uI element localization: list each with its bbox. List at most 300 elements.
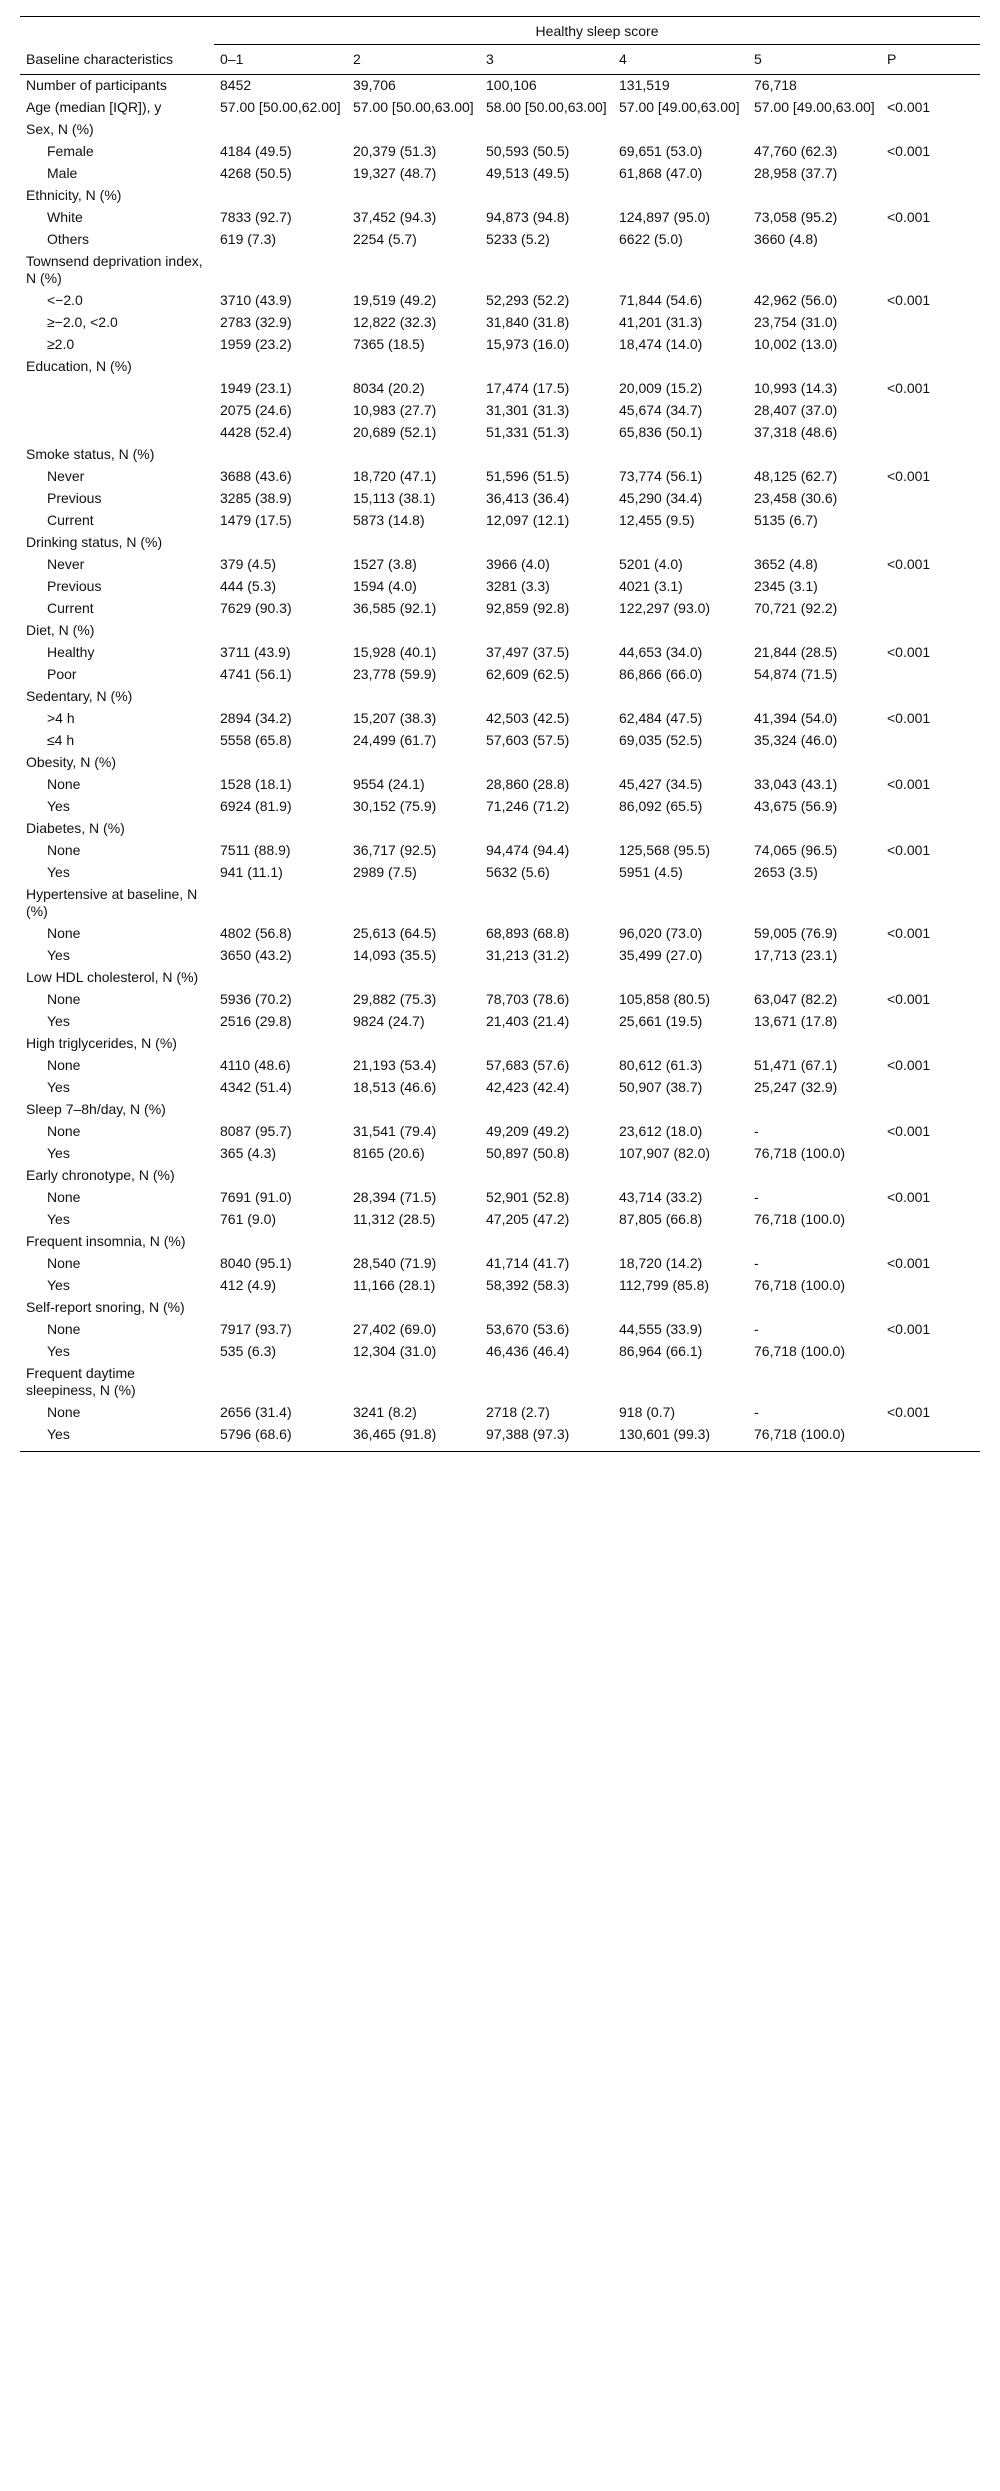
table-row bbox=[20, 312, 980, 334]
row-label: Frequent daytime sleepiness, N (%) bbox=[26, 1365, 136, 1398]
cell-score-2 bbox=[347, 119, 480, 141]
table-row-section bbox=[20, 752, 980, 774]
cell-score-0-1 bbox=[214, 444, 347, 466]
cell-score-3: 53,670 (53.6) bbox=[486, 1321, 570, 1337]
cell-score-4: 5201 (4.0) bbox=[619, 556, 683, 572]
cell-score-4: 122,297 (93.0) bbox=[619, 600, 711, 616]
cell-score-5 bbox=[748, 185, 881, 207]
cell-score-5: 70,721 (92.2) bbox=[754, 600, 838, 616]
table-row bbox=[20, 664, 980, 686]
cell-score-4: 45,674 (34.7) bbox=[619, 402, 703, 418]
cell-score-0-1: 3711 (43.9) bbox=[220, 644, 291, 660]
cell-score-0-1: 7629 (90.3) bbox=[220, 600, 292, 616]
table-row bbox=[20, 862, 980, 884]
row-label: Current bbox=[47, 600, 94, 616]
cell-score-5 bbox=[748, 1297, 881, 1319]
cell-score-5: 28,958 (37.7) bbox=[754, 165, 838, 181]
cell-score-3 bbox=[480, 356, 613, 378]
cell-score-4 bbox=[613, 967, 748, 989]
header-spacer bbox=[20, 17, 214, 45]
cell-p-value: <0.001 bbox=[887, 209, 931, 225]
cell-score-3 bbox=[480, 1033, 613, 1055]
table-row bbox=[20, 1121, 980, 1143]
cell-score-3: 52,293 (52.2) bbox=[486, 292, 570, 308]
cell-p-value bbox=[881, 422, 980, 444]
cell-score-5: - bbox=[754, 1321, 759, 1337]
cell-score-2: 2254 (5.7) bbox=[353, 231, 417, 247]
table-row-section bbox=[20, 967, 980, 989]
cell-score-4: 25,661 (19.5) bbox=[619, 1013, 703, 1029]
cell-score-5 bbox=[748, 356, 881, 378]
cell-score-0-1 bbox=[214, 185, 347, 207]
cell-score-4: 112,799 (85.8) bbox=[619, 1277, 710, 1293]
table-row bbox=[20, 1011, 980, 1033]
cell-score-2: 2989 (7.5) bbox=[353, 864, 417, 880]
cell-score-0-1: 2656 (31.4) bbox=[220, 1404, 292, 1420]
cell-score-4: 57.00 [49.00,63.00] bbox=[619, 99, 740, 115]
cell-score-3: 42,503 (42.5) bbox=[486, 710, 570, 726]
cell-score-2: 39,706 bbox=[353, 77, 396, 93]
cell-score-4 bbox=[613, 1297, 748, 1319]
cell-score-5: 3660 (4.8) bbox=[754, 231, 818, 247]
cell-score-3 bbox=[480, 1165, 613, 1187]
cell-score-2: 20,689 (52.1) bbox=[353, 424, 437, 440]
cell-score-3: 78,703 (78.6) bbox=[486, 991, 570, 1007]
cell-score-4: 105,858 (80.5) bbox=[619, 991, 711, 1007]
cell-p-value bbox=[881, 664, 980, 686]
cell-score-3: 57,683 (57.6) bbox=[486, 1057, 570, 1073]
cell-score-4: 86,964 (66.1) bbox=[619, 1343, 703, 1359]
cell-score-0-1 bbox=[214, 1231, 347, 1253]
cell-score-5: 76,718 bbox=[754, 77, 797, 93]
cell-score-3: 15,973 (16.0) bbox=[486, 336, 570, 352]
cell-score-4: 130,601 (99.3) bbox=[613, 1424, 748, 1452]
cell-score-0-1: 8087 (95.7) bbox=[220, 1123, 292, 1139]
cell-score-5: 21,844 (28.5) bbox=[754, 644, 838, 660]
cell-score-0-1: 3650 (43.2) bbox=[220, 947, 292, 963]
cell-score-4 bbox=[613, 444, 748, 466]
cell-score-0-1: 7833 (92.7) bbox=[220, 209, 292, 225]
cell-score-5 bbox=[748, 532, 881, 554]
cell-score-3: 28,860 (28.8) bbox=[486, 776, 570, 792]
cell-score-5: 59,005 (76.9) bbox=[754, 925, 838, 941]
table-row bbox=[20, 141, 980, 163]
row-label: Male bbox=[47, 165, 78, 181]
cell-score-2: 1527 (3.8) bbox=[353, 556, 417, 572]
cell-score-4: 86,866 (66.0) bbox=[619, 666, 703, 682]
cell-score-5 bbox=[748, 884, 881, 923]
cell-score-3 bbox=[480, 752, 613, 774]
cell-score-0-1: 444 (5.3) bbox=[220, 578, 277, 594]
table-row-section bbox=[20, 97, 980, 119]
cell-score-4 bbox=[613, 1165, 748, 1187]
table-row-section bbox=[20, 75, 980, 98]
cell-score-5 bbox=[748, 818, 881, 840]
cell-score-5 bbox=[748, 251, 881, 290]
cell-p-value bbox=[881, 576, 980, 598]
cell-score-4 bbox=[613, 1099, 748, 1121]
cell-score-2: 31,541 (79.4) bbox=[353, 1123, 437, 1139]
cell-p-value: <0.001 bbox=[887, 556, 931, 572]
cell-score-3: 42,423 (42.4) bbox=[486, 1079, 570, 1095]
table-row bbox=[20, 945, 980, 967]
cell-score-4: 45,427 (34.5) bbox=[619, 776, 703, 792]
cell-score-3: 17,474 (17.5) bbox=[486, 380, 570, 396]
table-row bbox=[20, 774, 980, 796]
table-row bbox=[20, 510, 980, 532]
cell-score-5: - bbox=[754, 1404, 759, 1420]
cell-score-5: - bbox=[754, 1255, 759, 1271]
cell-score-2: 29,882 (75.3) bbox=[353, 991, 437, 1007]
cell-p-value bbox=[881, 119, 980, 141]
cell-score-4: 6622 (5.0) bbox=[619, 231, 683, 247]
cell-score-3: 41,714 (41.7) bbox=[486, 1255, 570, 1271]
cell-score-5: 10,993 (14.3) bbox=[754, 380, 838, 396]
cell-score-0-1: 2783 (32.9) bbox=[220, 314, 292, 330]
cell-score-4: 69,035 (52.5) bbox=[619, 732, 703, 748]
table-row bbox=[20, 730, 980, 752]
cell-score-0-1: 7691 (91.0) bbox=[220, 1189, 292, 1205]
row-label: Others bbox=[47, 231, 90, 247]
cell-score-2: 25,613 (64.5) bbox=[353, 925, 437, 941]
cell-score-3: 57,603 (57.5) bbox=[486, 732, 570, 748]
cell-score-5: 74,065 (96.5) bbox=[754, 842, 838, 858]
header-column-row bbox=[20, 45, 980, 75]
table-row-section bbox=[20, 1363, 980, 1402]
row-label: None bbox=[47, 1321, 81, 1337]
cell-score-3: 71,246 (71.2) bbox=[486, 798, 570, 814]
cell-score-5: 76,718 (100.0) bbox=[754, 1211, 846, 1227]
table-row-section bbox=[20, 1297, 980, 1319]
row-label: Yes bbox=[47, 798, 70, 814]
cell-score-0-1: 4184 (49.5) bbox=[220, 143, 292, 159]
table-row-section bbox=[20, 532, 980, 554]
cell-score-3: 21,403 (21.4) bbox=[486, 1013, 570, 1029]
table-row-section bbox=[20, 620, 980, 642]
cell-score-4 bbox=[613, 119, 748, 141]
cell-score-2: 8034 (20.2) bbox=[353, 380, 425, 396]
cell-score-2: 15,113 (38.1) bbox=[353, 490, 436, 506]
row-label: Yes bbox=[47, 947, 70, 963]
table-row bbox=[20, 642, 980, 664]
cell-score-4: 5951 (4.5) bbox=[619, 864, 683, 880]
cell-score-2: 15,928 (40.1) bbox=[353, 644, 437, 660]
cell-score-0-1: 2075 (24.6) bbox=[220, 402, 292, 418]
row-label: Obesity, N (%) bbox=[26, 754, 116, 770]
cell-score-4: 12,455 (9.5) bbox=[619, 512, 695, 528]
table-header bbox=[20, 17, 980, 75]
table-row bbox=[20, 1402, 980, 1424]
cell-score-4: 124,897 (95.0) bbox=[619, 209, 711, 225]
cell-score-2: 18,720 (47.1) bbox=[353, 468, 437, 484]
cell-score-4 bbox=[613, 1231, 748, 1253]
cell-score-0-1 bbox=[214, 884, 347, 923]
cell-score-2: 19,327 (48.7) bbox=[353, 165, 437, 181]
table-row bbox=[20, 290, 980, 312]
table-row bbox=[20, 1275, 980, 1297]
cell-p-value bbox=[881, 752, 980, 774]
table-row bbox=[20, 1319, 980, 1341]
cell-score-5: 76,718 (100.0) bbox=[754, 1277, 846, 1293]
column-header-score-3: 3 bbox=[480, 45, 613, 75]
cell-score-5: 10,002 (13.0) bbox=[754, 336, 838, 352]
cell-score-5 bbox=[748, 444, 881, 466]
cell-p-value: <0.001 bbox=[887, 991, 931, 1007]
table-row bbox=[20, 1424, 980, 1452]
cell-score-0-1: 1528 (18.1) bbox=[220, 776, 292, 792]
cell-score-0-1: 2516 (29.8) bbox=[220, 1013, 292, 1029]
row-label: Smoke status, N (%) bbox=[26, 446, 155, 462]
cell-score-0-1: 4110 (48.6) bbox=[220, 1057, 291, 1073]
cell-score-0-1: 4428 (52.4) bbox=[220, 424, 292, 440]
table-row bbox=[20, 598, 980, 620]
cell-p-value bbox=[881, 945, 980, 967]
cell-score-3: 49,209 (49.2) bbox=[486, 1123, 570, 1139]
cell-score-0-1: 379 (4.5) bbox=[220, 556, 277, 572]
cell-p-value bbox=[881, 1231, 980, 1253]
table-row-section bbox=[20, 444, 980, 466]
column-header-score-0-1: 0–1 bbox=[214, 45, 347, 75]
cell-score-3 bbox=[480, 185, 613, 207]
cell-score-0-1: 57.00 [50.00,62.00] bbox=[220, 99, 341, 115]
cell-p-value bbox=[881, 1424, 980, 1452]
row-label: Diet, N (%) bbox=[26, 622, 95, 638]
row-label: Poor bbox=[47, 666, 77, 682]
row-label: ≥−2.0, <2.0 bbox=[47, 314, 118, 330]
row-label: Low HDL cholesterol, N (%) bbox=[26, 969, 199, 985]
row-label: Frequent insomnia, N (%) bbox=[26, 1233, 186, 1249]
cell-score-4: 18,474 (14.0) bbox=[619, 336, 703, 352]
cell-score-2 bbox=[347, 1297, 480, 1319]
cell-score-3: 58.00 [50.00,63.00] bbox=[486, 99, 607, 115]
table-row bbox=[20, 1253, 980, 1275]
cell-score-2: 15,207 (38.3) bbox=[353, 710, 437, 726]
cell-score-3: 5632 (5.6) bbox=[486, 864, 550, 880]
row-label: None bbox=[47, 1189, 81, 1205]
cell-score-4: 131,519 bbox=[619, 77, 670, 93]
cell-score-0-1 bbox=[214, 356, 347, 378]
cell-score-5: 35,324 (46.0) bbox=[754, 732, 838, 748]
cell-score-2: 11,166 (28.1) bbox=[353, 1277, 436, 1293]
cell-score-2: 19,519 (49.2) bbox=[353, 292, 437, 308]
row-label: Previous bbox=[47, 578, 102, 594]
cell-score-3: 37,497 (37.5) bbox=[486, 644, 570, 660]
cell-score-3 bbox=[480, 1099, 613, 1121]
cell-score-4: 71,844 (54.6) bbox=[619, 292, 703, 308]
cell-p-value: <0.001 bbox=[887, 644, 931, 660]
cell-score-5 bbox=[748, 686, 881, 708]
cell-p-value bbox=[881, 967, 980, 989]
cell-score-2 bbox=[347, 1363, 480, 1402]
cell-score-3: 3966 (4.0) bbox=[486, 556, 550, 572]
cell-p-value bbox=[881, 796, 980, 818]
row-label: Hypertensive at baseline, N (%) bbox=[26, 886, 198, 919]
cell-score-5: 2345 (3.1) bbox=[754, 578, 818, 594]
cell-score-3: 49,513 (49.5) bbox=[486, 165, 570, 181]
row-label: Diabetes, N (%) bbox=[26, 820, 125, 836]
row-label: Healthy bbox=[47, 644, 95, 660]
cell-score-4: 50,907 (38.7) bbox=[619, 1079, 703, 1095]
row-label: Female bbox=[47, 143, 94, 159]
row-label: Age (median [IQR]), y bbox=[26, 99, 162, 115]
cell-score-0-1 bbox=[214, 119, 347, 141]
cell-score-2: 23,778 (59.9) bbox=[353, 666, 437, 682]
row-label: Sex, N (%) bbox=[26, 121, 94, 137]
cell-score-0-1: 2894 (34.2) bbox=[220, 710, 292, 726]
row-label: Sleep 7–8h/day, N (%) bbox=[26, 1101, 166, 1117]
row-label: None bbox=[47, 842, 81, 858]
cell-p-value bbox=[881, 1033, 980, 1055]
cell-score-3: 97,388 (97.3) bbox=[480, 1424, 613, 1452]
cell-score-0-1: 6924 (81.9) bbox=[220, 798, 292, 814]
table-row bbox=[20, 1055, 980, 1077]
cell-score-3: 31,213 (31.2) bbox=[486, 947, 570, 963]
cell-score-2: 11,312 (28.5) bbox=[353, 1211, 436, 1227]
cell-p-value: <0.001 bbox=[887, 925, 931, 941]
cell-score-0-1: 412 (4.9) bbox=[220, 1277, 277, 1293]
cell-score-4: 107,907 (82.0) bbox=[619, 1145, 711, 1161]
cell-score-2: 5873 (14.8) bbox=[353, 512, 425, 528]
table-row bbox=[20, 1143, 980, 1165]
table-row-section bbox=[20, 1033, 980, 1055]
cell-score-2 bbox=[347, 884, 480, 923]
cell-score-2 bbox=[347, 620, 480, 642]
cell-p-value bbox=[881, 862, 980, 884]
table-row-section bbox=[20, 818, 980, 840]
baseline-characteristics-table bbox=[20, 16, 980, 1452]
row-label: Yes bbox=[47, 1079, 70, 1095]
cell-score-0-1: 535 (6.3) bbox=[220, 1343, 277, 1359]
cell-score-0-1: 4802 (56.8) bbox=[220, 925, 292, 941]
cell-score-3: 51,596 (51.5) bbox=[486, 468, 570, 484]
cell-score-2: 24,499 (61.7) bbox=[353, 732, 437, 748]
row-label: High triglycerides, N (%) bbox=[26, 1035, 177, 1051]
cell-score-2 bbox=[347, 1165, 480, 1187]
cell-score-2 bbox=[347, 686, 480, 708]
cell-score-4 bbox=[613, 1363, 748, 1402]
cell-p-value: <0.001 bbox=[887, 1404, 931, 1420]
cell-score-4: 41,201 (31.3) bbox=[619, 314, 703, 330]
table-row bbox=[20, 488, 980, 510]
column-header-score-4: 4 bbox=[613, 45, 748, 75]
cell-p-value bbox=[881, 1275, 980, 1297]
table-row-section bbox=[20, 356, 980, 378]
column-header-p-value: P bbox=[881, 45, 980, 75]
cell-p-value bbox=[881, 620, 980, 642]
cell-score-2: 21,193 (53.4) bbox=[353, 1057, 437, 1073]
table-row bbox=[20, 207, 980, 229]
cell-score-2: 7365 (18.5) bbox=[353, 336, 425, 352]
cell-score-2: 30,152 (75.9) bbox=[353, 798, 437, 814]
cell-score-4 bbox=[613, 620, 748, 642]
row-label: Townsend deprivation index, N (%) bbox=[26, 253, 203, 286]
row-label: None bbox=[47, 776, 81, 792]
cell-score-3: 94,873 (94.8) bbox=[486, 209, 570, 225]
cell-score-4: 918 (0.7) bbox=[619, 1404, 676, 1420]
cell-score-3 bbox=[480, 251, 613, 290]
cell-score-2: 8165 (20.6) bbox=[353, 1145, 425, 1161]
cell-score-4: 125,568 (95.5) bbox=[619, 842, 711, 858]
cell-p-value bbox=[881, 1011, 980, 1033]
cell-score-2 bbox=[347, 444, 480, 466]
cell-p-value: <0.001 bbox=[887, 1189, 931, 1205]
cell-score-3 bbox=[480, 1231, 613, 1253]
table-row bbox=[20, 378, 980, 400]
cell-score-2 bbox=[347, 1231, 480, 1253]
cell-score-3 bbox=[480, 884, 613, 923]
cell-score-3: 46,436 (46.4) bbox=[486, 1343, 570, 1359]
cell-score-2: 36,717 (92.5) bbox=[353, 842, 437, 858]
cell-score-5: 5135 (6.7) bbox=[754, 512, 818, 528]
cell-score-0-1: 7917 (93.7) bbox=[220, 1321, 292, 1337]
cell-score-4: 62,484 (47.5) bbox=[619, 710, 703, 726]
cell-score-4 bbox=[613, 884, 748, 923]
cell-score-3 bbox=[480, 1363, 613, 1402]
table-row bbox=[20, 229, 980, 251]
cell-score-2 bbox=[347, 185, 480, 207]
cell-score-4: 45,290 (34.4) bbox=[619, 490, 703, 506]
cell-score-0-1 bbox=[214, 1297, 347, 1319]
cell-score-2: 20,379 (51.3) bbox=[353, 143, 437, 159]
cell-score-3: 2718 (2.7) bbox=[486, 1404, 550, 1420]
cell-p-value: <0.001 bbox=[887, 1321, 931, 1337]
cell-score-2 bbox=[347, 251, 480, 290]
cell-score-2: 28,394 (71.5) bbox=[353, 1189, 437, 1205]
cell-score-4 bbox=[613, 818, 748, 840]
cell-score-2: 14,093 (35.5) bbox=[353, 947, 437, 963]
cell-score-4: 35,499 (27.0) bbox=[619, 947, 703, 963]
cell-score-4 bbox=[613, 251, 748, 290]
column-header-baseline-characteristics: Baseline characteristics bbox=[20, 45, 214, 75]
row-label: Yes bbox=[47, 1145, 70, 1161]
cell-p-value bbox=[881, 185, 980, 207]
cell-score-0-1: 3710 (43.9) bbox=[220, 292, 292, 308]
table-row bbox=[20, 840, 980, 862]
cell-score-4: 86,092 (65.5) bbox=[619, 798, 703, 814]
row-label: None bbox=[47, 1404, 81, 1420]
cell-p-value bbox=[881, 1209, 980, 1231]
cell-score-2: 28,540 (71.9) bbox=[353, 1255, 437, 1271]
row-label bbox=[20, 378, 214, 400]
cell-score-5: 63,047 (82.2) bbox=[754, 991, 838, 1007]
table-row-section bbox=[20, 1165, 980, 1187]
cell-score-2: 3241 (8.2) bbox=[353, 1404, 417, 1420]
row-label: ≤4 h bbox=[47, 732, 75, 748]
cell-p-value: <0.001 bbox=[887, 468, 931, 484]
cell-score-2 bbox=[347, 818, 480, 840]
row-label: Previous bbox=[47, 490, 102, 506]
cell-score-5: 42,962 (56.0) bbox=[754, 292, 838, 308]
cell-p-value bbox=[881, 229, 980, 251]
cell-score-3: 50,593 (50.5) bbox=[486, 143, 570, 159]
row-label: Yes bbox=[47, 1013, 70, 1029]
cell-score-5: 73,058 (95.2) bbox=[754, 209, 838, 225]
cell-score-2: 9554 (24.1) bbox=[353, 776, 425, 792]
cell-score-5 bbox=[748, 1363, 881, 1402]
cell-p-value bbox=[881, 1363, 980, 1402]
cell-score-2 bbox=[347, 356, 480, 378]
cell-score-2 bbox=[347, 1033, 480, 1055]
cell-score-0-1 bbox=[214, 532, 347, 554]
cell-score-5: 28,407 (37.0) bbox=[754, 402, 838, 418]
table-row bbox=[20, 1187, 980, 1209]
cell-score-5: 54,874 (71.5) bbox=[754, 666, 838, 682]
cell-score-2: 10,983 (27.7) bbox=[353, 402, 437, 418]
table-row bbox=[20, 576, 980, 598]
row-label: ≥2.0 bbox=[47, 336, 75, 352]
cell-score-2: 57.00 [50.00,63.00] bbox=[353, 99, 474, 115]
row-label: Never bbox=[47, 468, 85, 484]
